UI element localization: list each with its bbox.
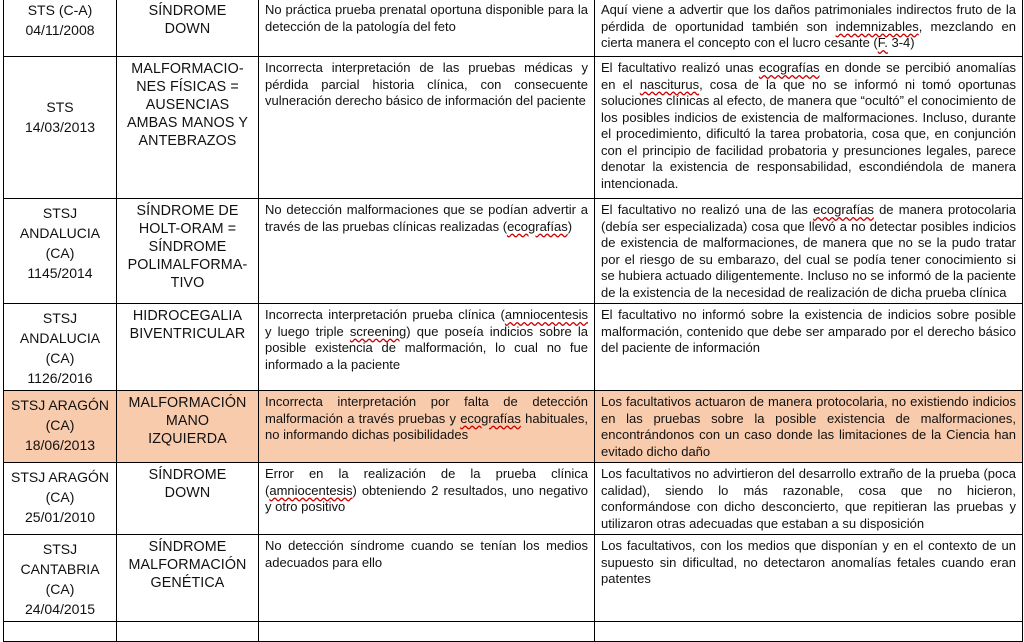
table-row (4, 0, 1023, 57)
table-row (4, 535, 1023, 622)
medical-error: No práctica prueba prenatal oportuna disponible para la detección de la patología del feto (259, 0, 595, 57)
ruling-ref: STSJ ANDALUCIA (CA) 1126/2016 (4, 304, 117, 391)
diagnosis: HIDROCEGALIA BIVENTRICULAR (117, 304, 259, 391)
table-row-highlighted (4, 391, 1023, 463)
legal-reasoning: El facultativo no informó sobre la existencia de indicios sobre posible malformación, contenido que debe ser amparado por el derecho básico del paciente de información (595, 304, 1023, 391)
diagnosis: SÍNDROME DE HOLT-ORAM = SÍNDROME POLIMALFORMA- TIVO (117, 199, 259, 304)
medical-error: Incorrecta interpretación por falta de detección malformación a través pruebas y ecografías habituales, no informando dichas posibilidades (259, 391, 595, 463)
ruling-ref: STSJ ANDALUCIA (CA) 1145/2014 (4, 199, 117, 304)
legal-reasoning: Los facultativos, con los medios que disponían y en el contexto de un supuesto sin dificultad, no detectaron anomalías fetales cuando eran patentes (595, 535, 1023, 622)
diagnosis: SÍNDROME DOWN (117, 0, 259, 57)
legal-reasoning: El facultativo no realizó una de las ecografías de manera protocolaria (debía ser especializada) cosa que llevó a no detectar posibles indicios de existencia de malformaciones, de manera que no se la pudo tratar por el riesgo de su embarazo, del cual se podía tener conocimiento si se hubiera actuado diligentemente. Incluso no se informó de la paciente de la existencia de la necesidad de realización de dicha prueba clínica (595, 199, 1023, 304)
legal-reasoning: Los facultativos no advirtieron del desarrollo extraño de la prueba (poca calidad), siendo lo más razonable, cosa que no hicieron, conformándose con dicho desconcierto, que repitieran las pruebas y utilizaron otras adecuadas que estaban a su disposición (595, 463, 1023, 535)
ruling-ref: STSJ ARAGÓN (CA) 18/06/2013 (4, 391, 117, 463)
legal-reasoning: Aquí viene a advertir que los daños patrimoniales indirectos fruto de la pérdida de oportunidad también son indemnizables, mezclando en cierta manera el concepto con el lucro cesante (F. 3-4) (595, 0, 1023, 57)
ruling-ref: STS 14/03/2013 (4, 57, 117, 199)
legal-reasoning: Los facultativos actuaron de manera protocolaria, no existiendo indicios en las pruebas sobre la posible existencia de malformaciones, encontrándonos con un caso donde las limitaciones de la Ciencia han evitado dicho daño (595, 391, 1023, 463)
medical-error: Incorrecta interpretación prueba clínica (amniocentesis y luego triple screening) que poseía indicios sobre la posible existencia de malformación, lo cual no fue informado a la paciente (259, 304, 595, 391)
table-row (4, 57, 1023, 199)
table-row (4, 304, 1023, 391)
diagnosis: SÍNDROME MALFORMACIÓN GENÉTICA (117, 535, 259, 622)
table-row (4, 463, 1023, 535)
medical-error: Incorrecta interpretación de las pruebas médicas y pérdida parcial historia clínica, con consecuente vulneración derecho básico de información del paciente (259, 57, 595, 199)
ruling-ref: STSJ ARAGÓN (CA) 25/01/2010 (4, 463, 117, 535)
diagnosis: SÍNDROME DOWN (117, 463, 259, 535)
medical-error: Error en la realización de la prueba clínica (amniocentesis) obteniendo 2 resultados, uno negativo y otro positivo (259, 463, 595, 535)
legal-reasoning: El facultativo realizó unas ecografías en donde se percibió anomalías en el nasciturus, cosa de la que no se informó ni tomó oportunas soluciones clínicas al efecto, de manera que “ocultó” el conocimiento de los posibles indicios de existencia de malformaciones. Incluso, durante el procedimiento, dificultó la tarea probatoria, cosa que, en conjunción con el principio de facilidad probatoria y presunciones legales, parece denotar la existencia de responsabilidad, escondiéndola de manera intencionada. (595, 57, 1023, 199)
ruling-ref: STSJ CANTABRIA (CA) 24/04/2015 (4, 535, 117, 622)
diagnosis: MALFORMACIO- NES FÍSICAS = AUSENCIAS AMBAS MANOS Y ANTEBRAZOS (117, 57, 259, 199)
table-row (4, 199, 1023, 304)
table-row-cut-off (4, 622, 1023, 642)
medical-error: No detección síndrome cuando se tenían los medios adecuados para ello (259, 535, 595, 622)
jurisprudence-table (3, 0, 1023, 642)
diagnosis: MALFORMACIÓN MANO IZQUIERDA (117, 391, 259, 463)
ruling-ref: STS (C-A) 04/11/2008 (4, 0, 117, 57)
medical-error: No detección malformaciones que se podían advertir a través de las pruebas clínicas realizadas (ecografías) (259, 199, 595, 304)
